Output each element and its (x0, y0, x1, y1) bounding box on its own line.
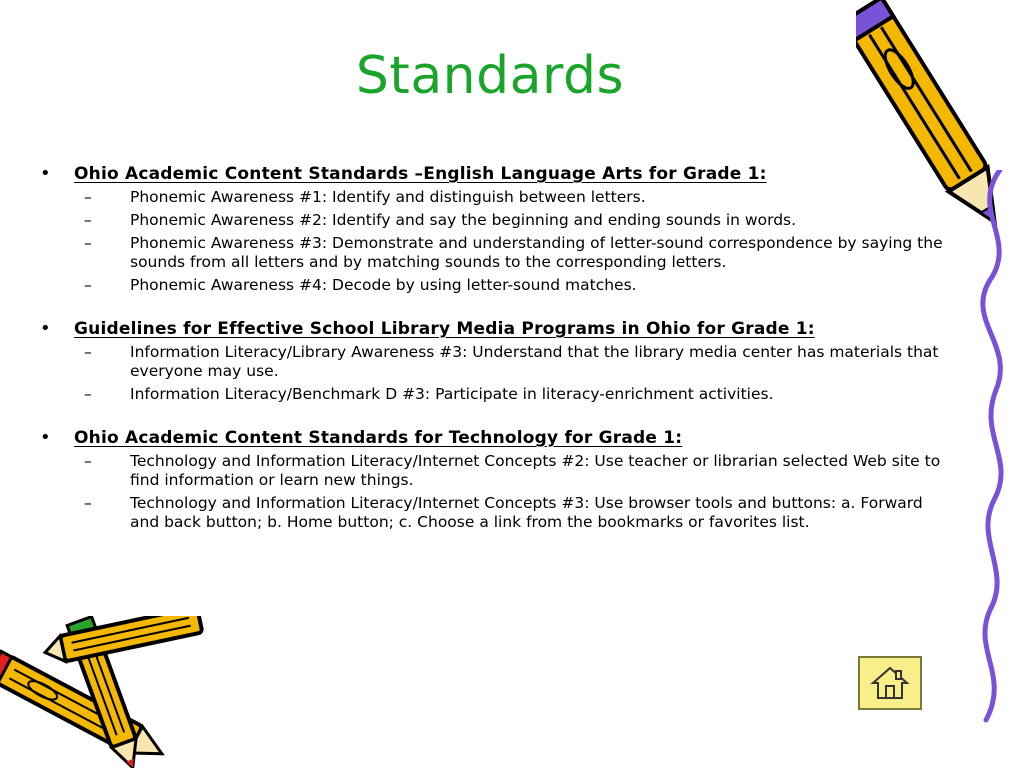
sub-list (40, 452, 950, 532)
dash-icon: – (84, 188, 92, 206)
dash-icon: – (84, 385, 92, 403)
section-heading: Ohio Academic Content Standards for Technology for Grade 1: (74, 428, 683, 448)
bullet-icon: • (40, 163, 51, 184)
list-item (40, 211, 950, 230)
dash-icon: – (84, 494, 92, 512)
slide-title: Standards (355, 46, 625, 106)
list-item-text: Phonemic Awareness #1: Identify and distinguish between letters. (130, 188, 646, 206)
list-item-text: Phonemic Awareness #4: Decode by using letter-sound matches. (130, 276, 637, 294)
home-icon (870, 665, 910, 701)
list-item (40, 385, 950, 404)
list-item-text: Technology and Information Literacy/Internet Concepts #3: Use browser tools and buttons: a. Forward and back button; b. Home button; c. Choose a link from the bookmarks or favorites list. (130, 494, 923, 531)
standards-section-library (40, 317, 950, 404)
list-item (40, 276, 950, 295)
dash-icon: – (84, 276, 92, 294)
standards-section-technology (40, 426, 950, 532)
slide-content (40, 162, 950, 554)
dash-icon: – (84, 211, 92, 229)
dash-icon: – (84, 452, 92, 470)
list-item-text: Phonemic Awareness #2: Identify and say the beginning and ending sounds in words. (130, 211, 797, 229)
list-item (40, 188, 950, 207)
section-heading: Ohio Academic Content Standards –English Language Arts for Grade 1: (74, 164, 767, 184)
sub-list (40, 188, 950, 295)
list-item-text: Information Literacy/Library Awareness #3: Understand that the library media center has materials that everyone may use. (130, 343, 939, 380)
sub-list (40, 343, 950, 404)
bullet-icon: • (40, 318, 51, 339)
section-heading: Guidelines for Effective School Library Media Programs in Ohio for Grade 1: (74, 319, 815, 339)
list-item (40, 494, 950, 532)
list-item-text: Information Literacy/Benchmark D #3: Participate in literacy-enrichment activities. (130, 385, 774, 403)
dash-icon: – (84, 343, 92, 361)
dash-icon: – (84, 234, 92, 252)
list-item (40, 343, 950, 381)
bullet-icon: • (40, 427, 51, 448)
standards-section-ela (40, 162, 950, 295)
squiggle-icon (960, 170, 1024, 730)
list-item (40, 452, 950, 490)
list-item-text: Phonemic Awareness #3: Demonstrate and understanding of letter-sound correspondence by saying the sounds from all letters and by matching sounds to the corresponding letters. (130, 234, 943, 271)
list-item (40, 234, 950, 272)
list-item-text: Technology and Information Literacy/Internet Concepts #2: Use teacher or librarian selected Web site to find information or learn new things. (130, 452, 941, 489)
home-button[interactable] (858, 656, 922, 710)
pencils-icon (0, 616, 210, 768)
